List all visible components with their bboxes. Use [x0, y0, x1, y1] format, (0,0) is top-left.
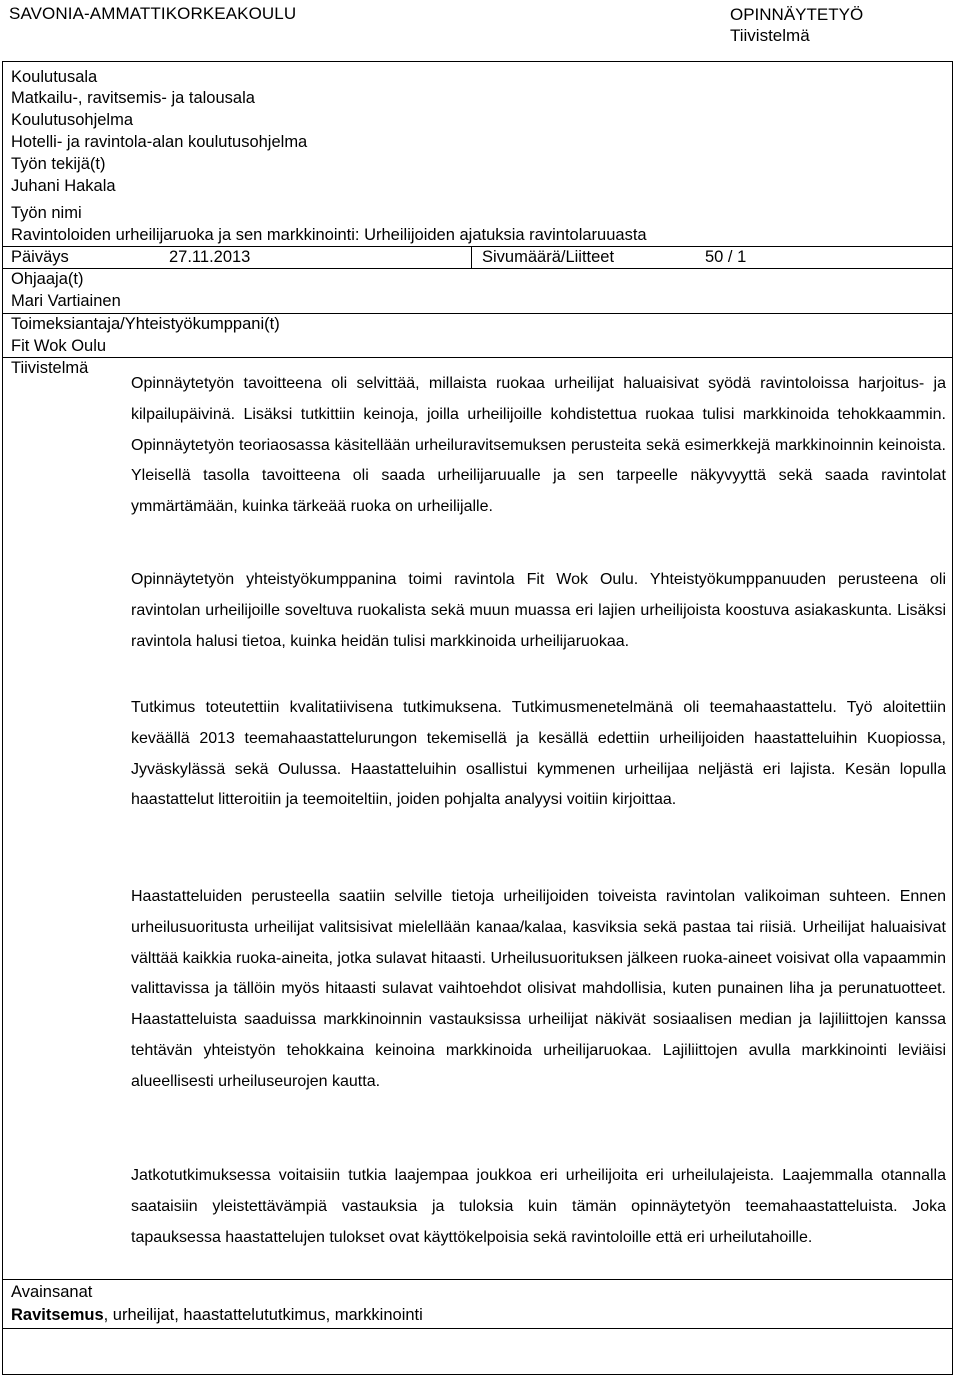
document-type-subtitle: Tiivistelmä	[730, 26, 810, 45]
date-label: Päiväys	[11, 248, 69, 266]
abstract-paragraph-5: Jatkotutkimuksessa voitaisiin tutkia laajempaa joukkoa eri urheilijoita eri urheilulajeista. Laajemmalla otannalla saataisiin yleistettävämpiä vastauksia ja tuloksia kuin tämän opinnäytetyön teemahaastatteluista. Joka tapauksessa haastattelujen tulokset ovat käyttökelpoisia sekä ravintoloille että eri urheilutahoille.	[131, 1167, 946, 1246]
institution-name: SAVONIA-AMMATTIKORKEAKOULU	[9, 4, 297, 23]
title-label: Työn nimi	[11, 204, 82, 222]
programme-value: Hotelli- ja ravintola-alan koulutusohjelma	[11, 133, 308, 151]
pages-value: 50 / 1	[705, 248, 747, 266]
abstract-paragraph-3: Tutkimus toteutettiin kvalitatiivisena tutkimuksena. Tutkimusmenetelmänä oli teemahaastattelu. Työ aloitettiin keväällä 2013 teemahaastattelurungon tekemisellä ja kesällä edettiin urheilijoiden haastatteluihin Kuopiossa, Jyväskylässä sekä Oulussa. Haastatteluihin osallistui kymmenen urheilijaa neljästä eri lajista. Kesän lopulla haastattelut litteroitiin ja teemoiteltiin, joiden pohjalta analyysi voitiin kirjoittaa.	[131, 699, 946, 809]
date-value: 27.11.2013	[169, 248, 251, 266]
keyword-rest: , urheilijat, haastattelututkimus, markkinointi	[103, 1306, 423, 1324]
keywords-label: Avainsanat	[11, 1283, 93, 1301]
divider	[471, 246, 472, 268]
keyword-primary: Ravitsemus	[11, 1306, 104, 1324]
divider	[3, 357, 952, 358]
author-value: Juhani Hakala	[11, 177, 116, 195]
title-value: Ravintoloiden urheilijaruoka ja sen markkinointi: Urheilijoiden ajatuksia ravintolaruuasta	[11, 226, 647, 244]
field-value: Matkailu-, ravitsemis- ja talousala	[11, 89, 255, 107]
author-label: Työn tekijä(t)	[11, 155, 106, 173]
abstract-paragraph-2: Opinnäytetyön yhteistyökumppanina toimi ravintola Fit Wok Oulu. Yhteistyökumppanuuden perusteena oli ravintolan urheilijoille soveltuva ruokalista sekä muun muassa eri lajien urheilijoista koostuva asiakaskunta. Lisäksi ravintola halusi tietoa, kuinka heidän tulisi markkinoida urheilijaruokaa.	[131, 571, 946, 650]
client-label: Toimeksiantaja/Yhteistyökumppani(t)	[11, 315, 280, 333]
keywords-list	[11, 1306, 423, 1325]
divider	[3, 246, 952, 247]
divider	[3, 1279, 952, 1280]
pages-label: Sivumäärä/Liitteet	[482, 248, 615, 266]
document-type	[730, 4, 863, 46]
abstract-form	[2, 61, 953, 1375]
document-type-title: OPINNÄYTETYÖ	[730, 5, 864, 24]
divider	[3, 268, 952, 269]
abstract-paragraph-4: Haastatteluiden perusteella saatiin selville tietoja urheilijoiden toiveista ravintolan valikoiman suhteen. Ennen urheilusuoritusta urheilijat valitsisivat mielellään kanaa/kalaa, kasviksia sekä pastaa tai riisiä. Urheilijat haluaisivat välttää kaikkia ruoka-aineita, jotka sulavat hitaasti. Urheilusuorituksen jälkeen ruoka-aineet voisivat olla vapaammin valittavissa ja tällöin myös hitaasti sulavat vaihtoehdot olisivat mahdollisia, kuten punainen liha ja perunatuotteet. Haastatteluista saaduissa markkinoinnin vastauksissa urheilijat näkivät sosiaalisen median ja lajiliittojen kanssa tehtävän yhteistyön tehokkaina keinoina markkinoida urheilijaruokaa. Lajiliittojen avulla markkinointi leviäisi alueellisesti urheiluseurojen kautta.	[131, 888, 946, 1090]
client-value: Fit Wok Oulu	[11, 337, 107, 355]
abstract-label: Tiivistelmä	[11, 359, 89, 377]
field-label: Koulutusala	[11, 68, 98, 86]
divider	[3, 1328, 952, 1329]
supervisor-label: Ohjaaja(t)	[11, 270, 84, 288]
supervisor-value: Mari Vartiainen	[11, 292, 121, 310]
programme-label: Koulutusohjelma	[11, 111, 133, 129]
abstract-paragraph-1: Opinnäytetyön tavoitteena oli selvittää, millaista ruokaa urheilijat haluaisivat syödä ravintoloissa harjoitus- ja kilpailupäivinä. Lisäksi tutkittiin keinoja, joilla urheilijoille kohdistettua ruokaa tulisi markkinoida tehokkaammin. Opinnäytetyön teoriaosassa käsitellään urheiluravitsemuksen perusteita sekä esimerkkejä markkinoinnin keinoista. Yleisellä tasolla tavoitteena oli saada urheilijaruualle ja sen tarpeelle näkyvyyttä sekä saada ravintolat ymmärtämään, kuinka tärkeää ruoka on urheilijalle.	[131, 375, 946, 516]
page-header	[0, 0, 960, 60]
